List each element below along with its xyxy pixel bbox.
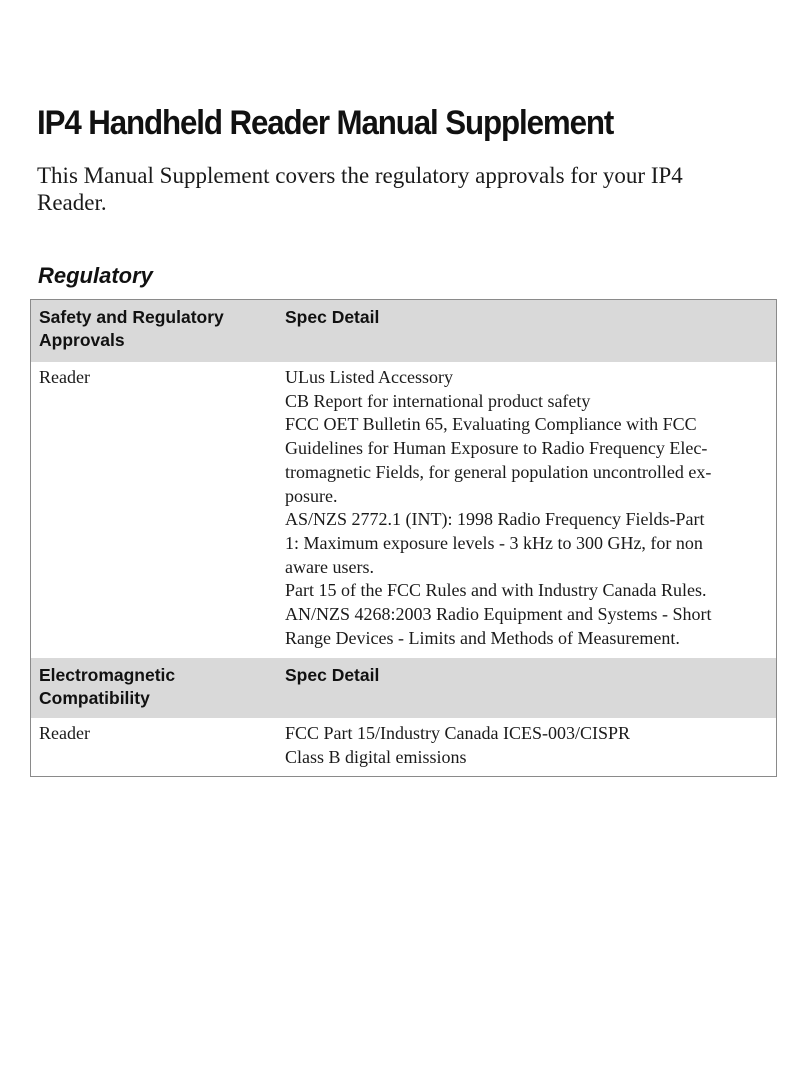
header-category-line: Compatibility [39,688,150,708]
row-detail [277,718,776,776]
detail-line: 1: Maximum exposure levels - 3 kHz to 300 GHz, for non [285,532,703,553]
header-category-line: Electromagnetic [39,665,176,685]
detail-line: Part 15 of the FCC Rules and with Industry Canada Rules. [285,580,707,601]
detail-line: aware users. [285,556,374,577]
page-title: IP4 Handheld Reader Manual Supplement [37,104,614,142]
detail-line: Range Devices - Limits and Methods of Measurement. [285,627,680,648]
detail-line: posure. [285,485,338,506]
detail-line: AN/NZS 4268:2003 Radio Equipment and Systems - Short [285,604,712,625]
detail-line: ULus Listed Accessory [285,367,453,387]
header-cell-spec-detail: Spec Detail [285,307,380,327]
row-label: Reader [39,723,90,743]
header-category-line: Approvals [39,330,125,350]
detail-line: Guidelines for Human Exposure to Radio Frequency Elec- [285,438,708,459]
table-header-row [31,658,776,718]
detail-line: FCC OET Bulletin 65, Evaluating Compliance with FCC [285,414,697,435]
detail-line: AS/NZS 2772.1 (INT): 1998 Radio Frequency Fields-Part [285,509,705,530]
table-row [31,718,776,776]
row-detail [277,362,776,658]
detail-line: CB Report for international product safety [285,390,591,411]
regulatory-table [30,299,777,777]
detail-line: tromagnetic Fields, for general population uncontrolled ex- [285,461,712,482]
intro-paragraph: This Manual Supplement covers the regulatory approvals for your IP4 Reader. [37,163,683,215]
detail-line: FCC Part 15/Industry Canada ICES-003/CISPR [285,723,631,743]
header-cell-spec-detail: Spec Detail [285,665,380,685]
row-label: Reader [39,367,90,387]
table-row [31,362,776,658]
section-heading-regulatory: Regulatory [38,263,153,288]
table-header-row [31,300,776,362]
header-category-line: Safety and Regulatory [39,307,224,327]
detail-line: Class B digital emissions [285,746,467,767]
header-cell-category [31,300,277,362]
header-cell-category [31,658,277,718]
